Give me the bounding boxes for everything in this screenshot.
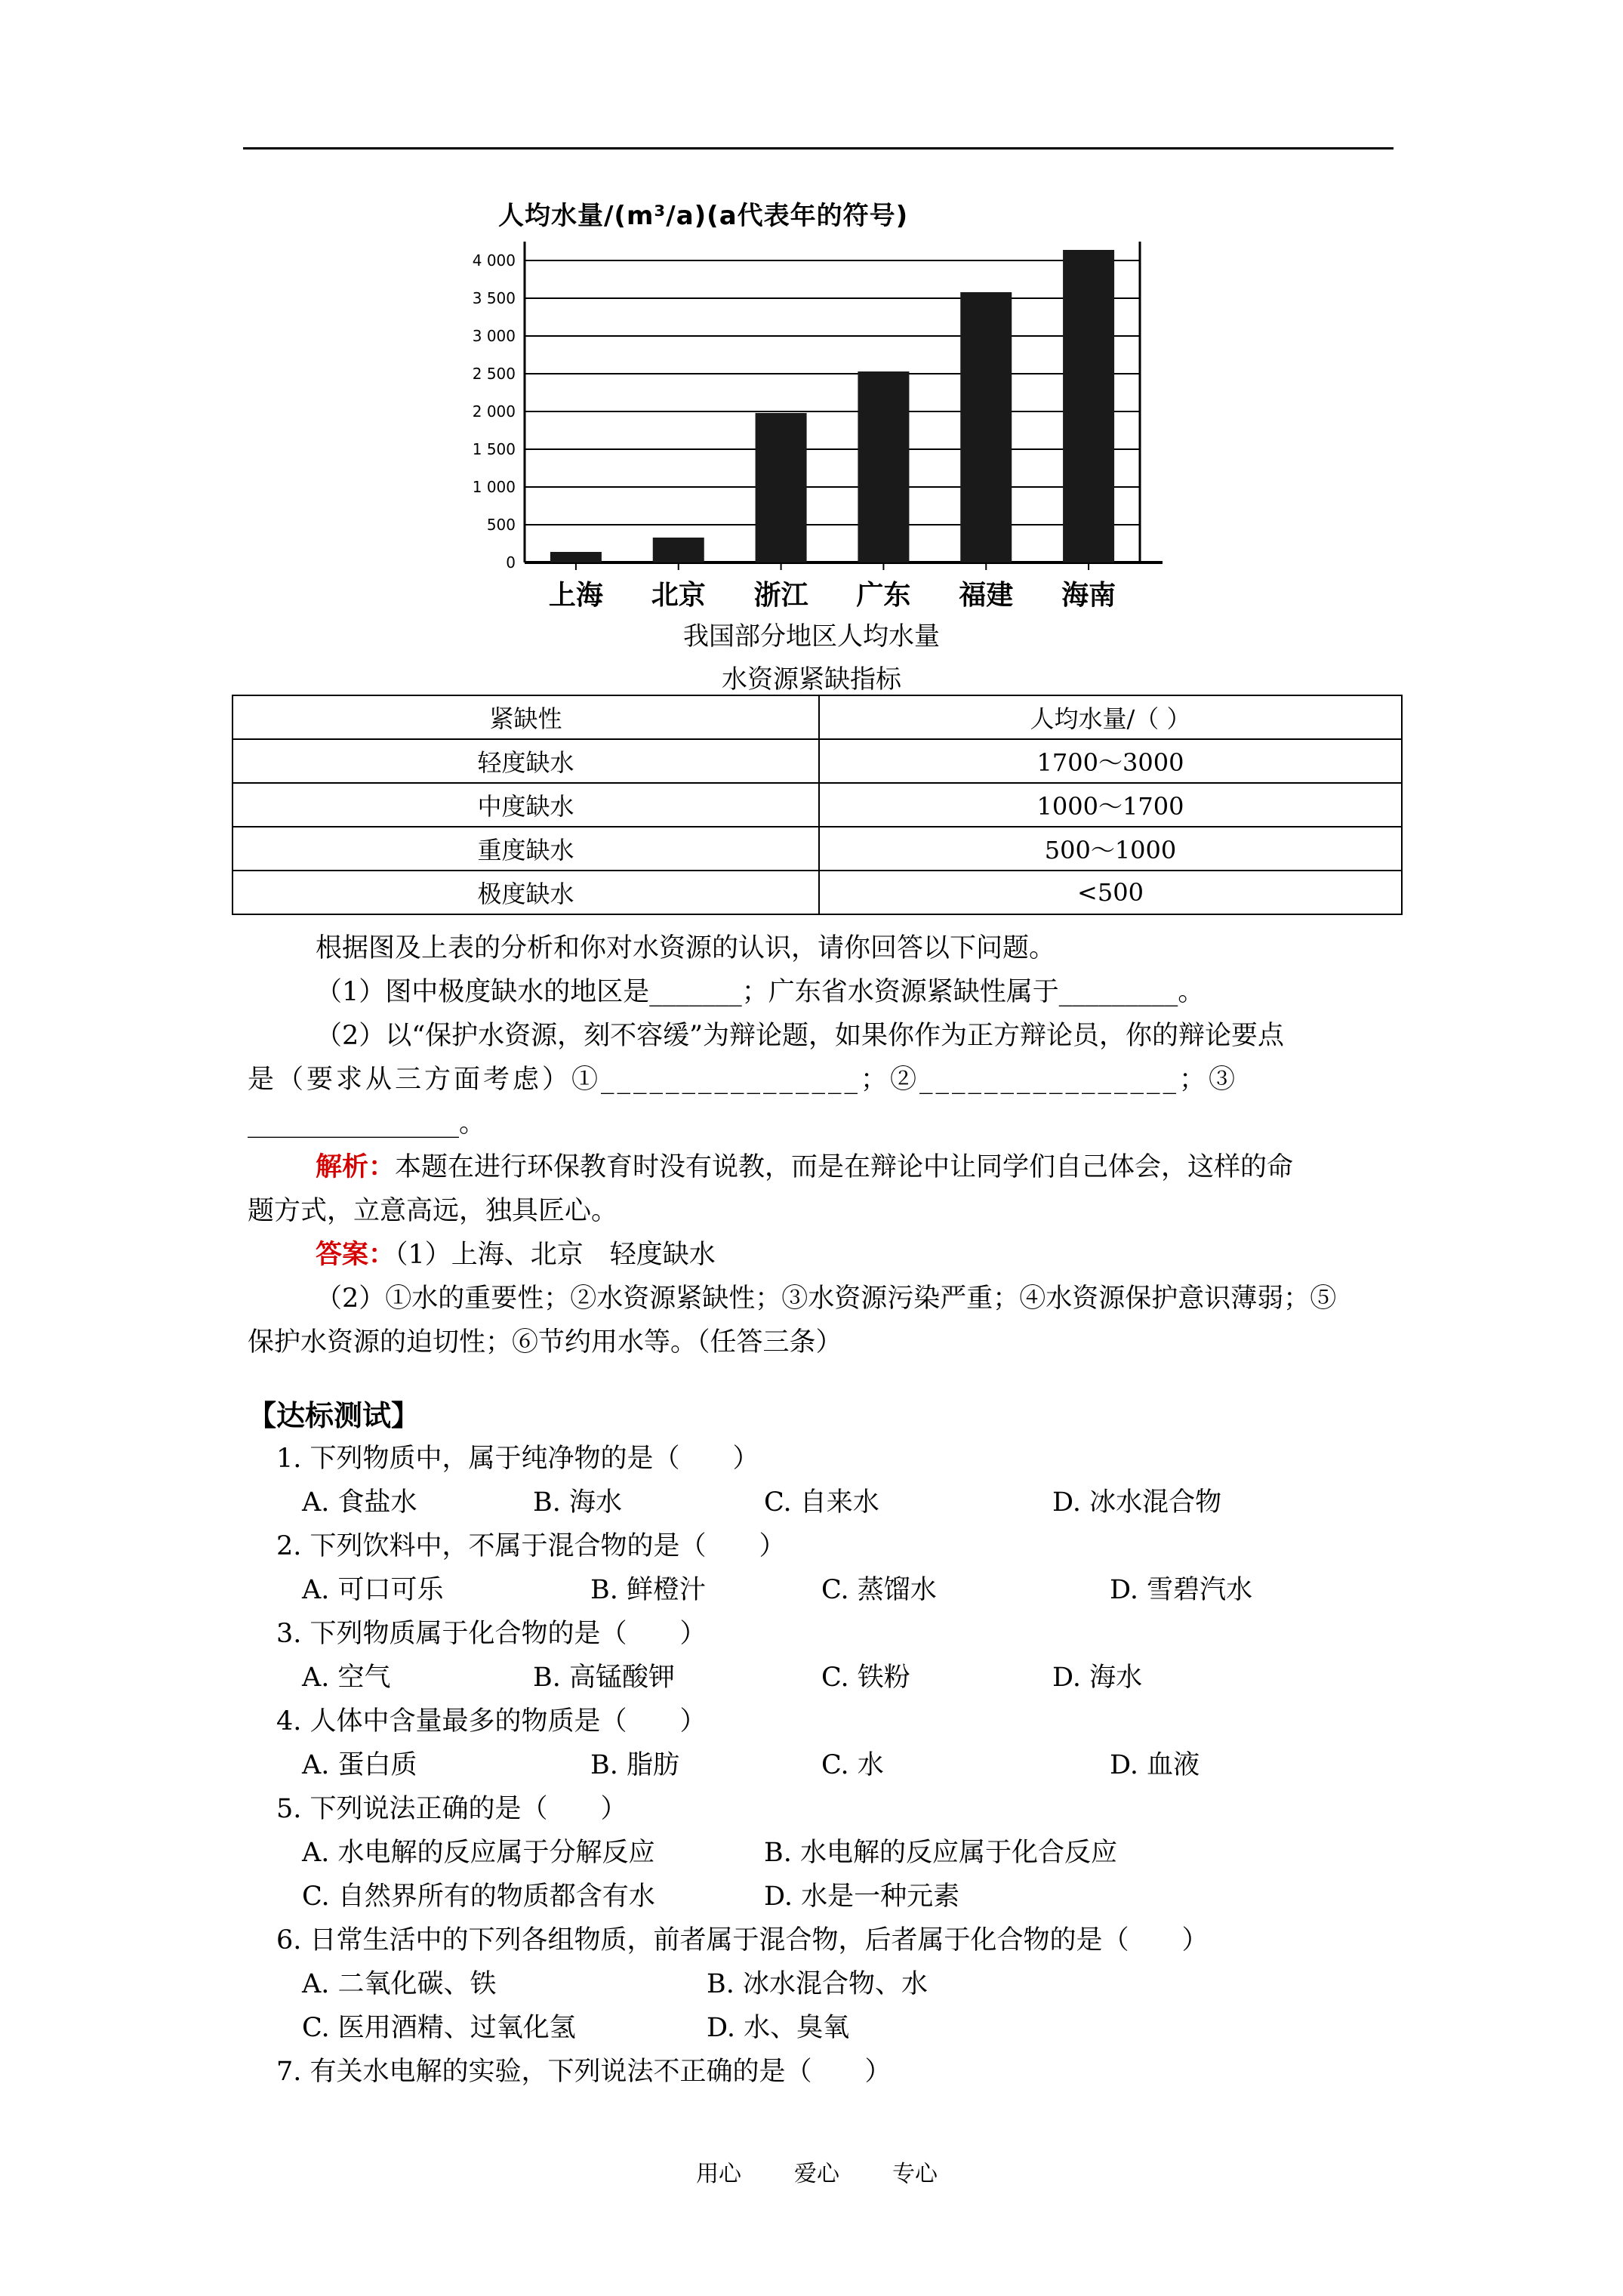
option: C. 自来水 xyxy=(764,1487,879,1518)
bar xyxy=(653,538,704,562)
table-cell: 1000～1700 xyxy=(819,783,1402,827)
option: A. 空气 xyxy=(302,1663,391,1693)
footer-text: 爱心 xyxy=(794,2161,839,2187)
option: A. 可口可乐 xyxy=(302,1575,444,1605)
answer-text: （1）上海、北京 轻度缺水 xyxy=(395,1240,716,1270)
header-rule xyxy=(243,147,1394,149)
y-tick-label: 500 xyxy=(486,516,516,534)
x-tick-label: 海南 xyxy=(1061,580,1116,611)
y-tick-label: 3 000 xyxy=(472,327,516,345)
question-stem: 2. 下列饮料中，不属于混合物的是（ ） xyxy=(276,1531,786,1561)
option: C. 铁粉 xyxy=(821,1663,910,1693)
option: B. 海水 xyxy=(533,1487,622,1518)
bar xyxy=(550,552,602,562)
bar xyxy=(756,413,807,562)
question-1: （1）图中极度缺水的地区是_______；广东省水资源紧缺性属于_________。 xyxy=(316,977,1205,1007)
x-tick-label: 北京 xyxy=(651,580,706,611)
question-stem: 4. 人体中含量最多的物质是（ ） xyxy=(276,1706,707,1737)
table-row xyxy=(233,739,1402,783)
table-cell: <500 xyxy=(819,871,1402,914)
chart-title: 人均水量/(m³/a)(a代表年的符号) xyxy=(498,201,909,231)
question-stem: 7. 有关水电解的实验，下列说法不正确的是（ ） xyxy=(276,2057,892,2087)
question-intro: 根据图及上表的分析和你对水资源的认识，请你回答以下问题。 xyxy=(316,933,1056,963)
bar xyxy=(858,371,909,562)
y-tick-label: 2 000 xyxy=(472,402,516,421)
y-tick-label: 4 000 xyxy=(472,251,516,270)
table-cell: 1700～3000 xyxy=(819,739,1402,783)
question-2-line3: ________________。 xyxy=(248,1108,486,1139)
analysis-text: 本题在进行环保教育时没有说教，而是在辩论中让同学们自己体会，这样的命 xyxy=(395,1152,1294,1182)
option: B. 水电解的反应属于化合反应 xyxy=(764,1838,1117,1868)
answer-line3: 保护水资源的迫切性；⑥节约用水等。（任答三条） xyxy=(248,1327,842,1358)
table-cell: 中度缺水 xyxy=(233,783,819,827)
table-row xyxy=(233,783,1402,827)
answer-label: 答案： xyxy=(316,1239,396,1270)
y-tick-label: 3 500 xyxy=(472,289,516,307)
option: A. 水电解的反应属于分解反应 xyxy=(302,1838,655,1868)
x-tick-label: 福建 xyxy=(959,580,1014,611)
analysis-label: 解析： xyxy=(316,1151,396,1182)
option: A. 食盐水 xyxy=(302,1487,417,1518)
option: C. 蒸馏水 xyxy=(821,1575,937,1605)
question-stem: 5. 下列说法正确的是（ ） xyxy=(276,1794,627,1824)
bar-chart xyxy=(453,234,1178,619)
option: A. 二氧化碳、铁 xyxy=(302,1969,497,1999)
answer-line2: （2）①水的重要性；②水资源紧缺性；③水资源污染严重；④水资源保护意识薄弱；⑤ xyxy=(316,1284,1337,1314)
analysis-line1 xyxy=(316,1146,1293,1184)
option: C. 水 xyxy=(821,1750,884,1780)
option: B. 高锰酸钾 xyxy=(533,1663,675,1693)
option: D. 冰水混合物 xyxy=(1052,1487,1222,1518)
table-header-row xyxy=(233,695,1402,739)
option: D. 海水 xyxy=(1052,1663,1143,1693)
x-tick-label: 上海 xyxy=(548,580,603,611)
option: D. 雪碧汽水 xyxy=(1110,1575,1253,1605)
footer-text: 用心 xyxy=(696,2161,741,2187)
table-row xyxy=(233,871,1402,914)
option: D. 水是一种元素 xyxy=(764,1881,960,1912)
table-row xyxy=(233,827,1402,871)
question-stem: 3. 下列物质属于化合物的是（ ） xyxy=(276,1619,707,1649)
table-cell: 极度缺水 xyxy=(233,871,819,914)
table-header-cell: 紧缺性 xyxy=(233,695,819,739)
question-2-line1: （2）以“保护水资源，刻不容缓”为辩论题，如果你作为正方辩论员，你的辩论要点 xyxy=(316,1021,1285,1051)
option: A. 蛋白质 xyxy=(302,1750,417,1780)
table-caption: 水资源紧缺指标 xyxy=(722,664,901,695)
bar xyxy=(960,292,1012,562)
table-header-cell: 人均水量/（ ） xyxy=(819,695,1402,739)
option: D. 血液 xyxy=(1110,1750,1200,1780)
question-2-line2: 是（要求从三方面考虑）①________________；②________________；③ xyxy=(248,1065,1239,1095)
x-tick-label: 广东 xyxy=(856,580,911,611)
answer-line1 xyxy=(316,1234,716,1271)
table-cell: 重度缺水 xyxy=(233,827,819,871)
option: B. 鲜橙汁 xyxy=(590,1575,706,1605)
question-stem: 6. 日常生活中的下列各组物质，前者属于混合物，后者属于化合物的是（ ） xyxy=(276,1925,1209,1955)
y-tick-label: 0 xyxy=(506,553,516,572)
analysis-line2: 题方式，立意高远，独具匠心。 xyxy=(248,1196,618,1226)
x-tick-label: 浙江 xyxy=(753,580,808,611)
option: B. 冰水混合物、水 xyxy=(707,1969,928,1999)
y-tick-label: 1 000 xyxy=(472,478,516,496)
option: C. 医用酒精、过氧化氢 xyxy=(302,2013,576,2043)
option: D. 水、臭氧 xyxy=(707,2013,850,2043)
section-heading: 【达标测试】 xyxy=(248,1398,420,1432)
figure-caption: 我国部分地区人均水量 xyxy=(683,621,940,652)
option: B. 脂肪 xyxy=(590,1750,679,1780)
table-cell: 500～1000 xyxy=(819,827,1402,871)
option: C. 自然界所有的物质都含有水 xyxy=(302,1881,655,1912)
question-stem: 1. 下列物质中，属于纯净物的是（ ） xyxy=(276,1444,759,1474)
y-tick-label: 1 500 xyxy=(472,440,516,458)
scarcity-table xyxy=(232,695,1403,915)
table-cell: 轻度缺水 xyxy=(233,739,819,783)
bar xyxy=(1063,250,1114,562)
footer-text: 专心 xyxy=(892,2161,938,2187)
y-tick-label: 2 500 xyxy=(472,365,516,383)
